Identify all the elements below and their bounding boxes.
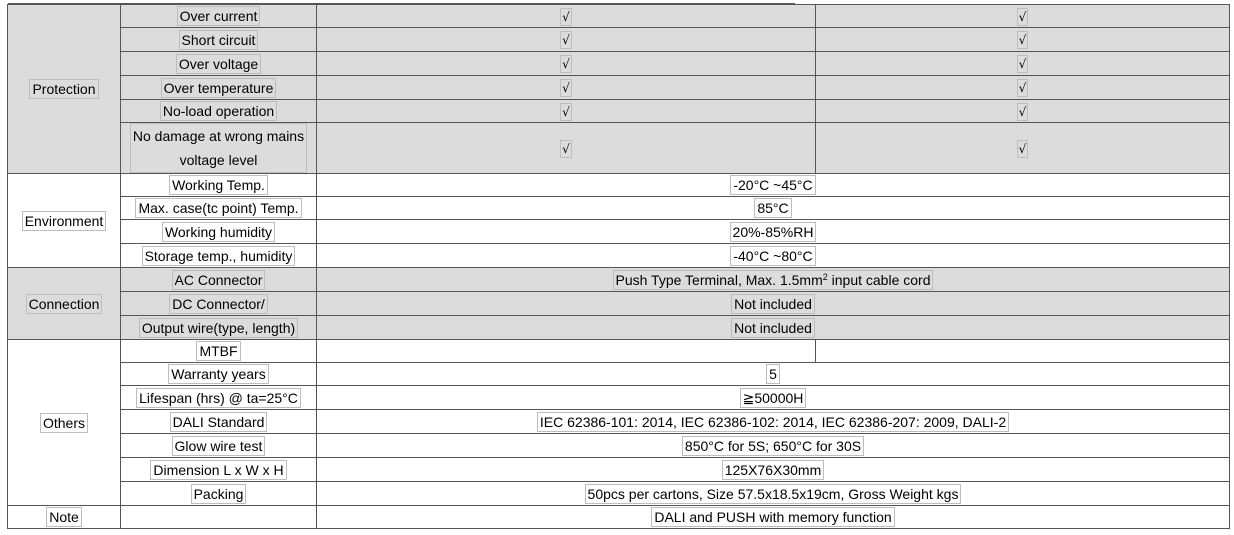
check-mark-icon: √ xyxy=(1018,104,1027,119)
item-label: DC Connector/ xyxy=(169,294,268,314)
item-label xyxy=(130,123,307,173)
check-cell xyxy=(317,5,816,28)
item-label: DALI Standard xyxy=(170,412,268,432)
value-cell xyxy=(317,363,1230,386)
section-label-others xyxy=(8,340,121,506)
section-label-text: Connection xyxy=(26,294,103,314)
item-cell xyxy=(121,363,317,386)
section-label-protection xyxy=(8,5,121,174)
table-row xyxy=(8,123,1230,174)
check-cell xyxy=(816,52,1230,76)
value-label: -40°C ~80°C xyxy=(730,246,815,266)
item-label-line2: voltage level xyxy=(179,152,258,168)
check-cell xyxy=(317,123,816,174)
table-row xyxy=(8,5,1230,28)
item-cell xyxy=(121,197,317,220)
check-cell xyxy=(317,52,816,76)
value-text: Push Type Terminal, Max. 1.5mm xyxy=(615,271,823,288)
section-label-text: Others xyxy=(40,413,88,433)
check-mark-icon: √ xyxy=(562,104,570,119)
item-cell xyxy=(121,100,317,123)
value-cell xyxy=(317,434,1230,458)
item-label-line1: No damage at wrong mains xyxy=(132,128,305,144)
check-mark-icon: √ xyxy=(1018,57,1027,71)
table-row xyxy=(8,506,1230,529)
value-label: Not included xyxy=(731,318,815,338)
check-cell xyxy=(816,123,1230,174)
item-label: Over current xyxy=(177,6,261,26)
table-row xyxy=(8,244,1230,268)
item-cell xyxy=(121,123,317,174)
value-label: Not included xyxy=(731,294,815,314)
check-mark-icon: √ xyxy=(1018,81,1027,95)
check-mark-icon: √ xyxy=(562,33,570,47)
item-label: Output wire(type, length) xyxy=(139,318,298,338)
value-cell xyxy=(317,244,1230,268)
check-mark-icon: √ xyxy=(562,57,570,71)
check-cell xyxy=(816,28,1230,52)
table-row xyxy=(8,458,1230,482)
value-label: DALI and PUSH with memory function xyxy=(651,507,894,527)
item-label: Storage temp., humidity xyxy=(142,246,296,266)
table-row xyxy=(8,268,1230,292)
value-text: input cable cord xyxy=(827,271,931,288)
check-cell xyxy=(317,76,816,100)
item-cell xyxy=(121,5,317,28)
check-mark-icon: √ xyxy=(562,9,570,24)
table-row xyxy=(8,100,1230,123)
item-cell xyxy=(121,268,317,292)
check-mark-icon: √ xyxy=(562,141,570,156)
table-row xyxy=(8,386,1230,410)
section-label-connection xyxy=(8,268,121,340)
item-cell xyxy=(121,458,317,482)
item-cell xyxy=(121,340,317,363)
value-label: 20%-85%RH xyxy=(730,222,817,242)
value-cell xyxy=(816,340,1230,363)
value-superscript: 2 xyxy=(822,271,828,282)
item-cell xyxy=(121,244,317,268)
table-row xyxy=(8,482,1230,506)
table-row xyxy=(8,316,1230,340)
check-mark-icon: √ xyxy=(1018,33,1027,47)
item-label: Lifespan (hrs) @ ta=25°C xyxy=(136,388,301,408)
value-label: -20°C ~45°C xyxy=(730,175,815,195)
item-cell xyxy=(121,76,317,100)
check-cell xyxy=(816,76,1230,100)
item-label: AC Connector xyxy=(172,270,266,290)
value-cell xyxy=(317,458,1230,482)
value-cell xyxy=(317,386,1230,410)
item-cell xyxy=(121,434,317,458)
check-cell xyxy=(317,28,816,52)
item-label: Dimension L x W x H xyxy=(150,460,286,480)
item-label: Max. case(tc point) Temp. xyxy=(135,198,301,218)
item-cell xyxy=(121,174,317,197)
item-cell xyxy=(121,482,317,506)
table-row xyxy=(8,363,1230,386)
spec-table xyxy=(7,4,1230,529)
section-label-text: Protection xyxy=(29,79,98,99)
value-cell xyxy=(317,174,1230,197)
item-cell xyxy=(121,506,317,529)
item-cell xyxy=(121,28,317,52)
item-label: Over voltage xyxy=(176,54,261,74)
value-label: 50pcs per cartons, Size 57.5x18.5x19cm, Gross Weight kgs xyxy=(585,484,962,504)
table-row xyxy=(8,434,1230,458)
section-label-environment xyxy=(8,174,121,268)
item-label: Glow wire test xyxy=(172,436,266,456)
value-label: 850°C for 5S; 650°C for 30S xyxy=(682,436,864,456)
check-cell xyxy=(816,100,1230,123)
check-cell xyxy=(317,100,816,123)
value-label: 5 xyxy=(766,364,780,384)
item-label: No-load operation xyxy=(160,101,277,121)
value-label xyxy=(613,270,934,290)
item-label: Working Temp. xyxy=(169,175,268,195)
value-cell xyxy=(317,410,1230,434)
item-cell xyxy=(121,292,317,316)
item-label: Working humidity xyxy=(162,222,275,242)
table-row xyxy=(8,340,1230,363)
value-cell xyxy=(317,268,1230,292)
table-row xyxy=(8,220,1230,244)
value-label: 125X76X30mm xyxy=(722,460,825,480)
item-label: Packing xyxy=(191,484,247,504)
value-label: ≧50000H xyxy=(740,388,807,408)
table-row xyxy=(8,197,1230,220)
section-label-text: Note xyxy=(46,507,82,527)
item-label: Short circuit xyxy=(179,30,259,50)
check-mark-icon: √ xyxy=(562,81,570,95)
value-cell xyxy=(317,292,1230,316)
value-cell xyxy=(317,506,1230,529)
value-cell xyxy=(317,482,1230,506)
table-row xyxy=(8,76,1230,100)
item-label: Warranty years xyxy=(168,364,268,384)
item-cell xyxy=(121,316,317,340)
item-cell xyxy=(121,386,317,410)
check-mark-icon: √ xyxy=(1018,141,1027,156)
table-row xyxy=(8,52,1230,76)
check-cell xyxy=(816,5,1230,28)
table-row xyxy=(8,292,1230,316)
section-label-note xyxy=(8,506,121,529)
value-cell xyxy=(317,197,1230,220)
value-label: IEC 62386-101: 2014, IEC 62386-102: 2014, IEC 62386-207: 2009, DALI-2 xyxy=(537,412,1009,432)
value-cell xyxy=(317,316,1230,340)
item-cell xyxy=(121,410,317,434)
value-cell xyxy=(317,340,816,363)
value-label: 85°C xyxy=(754,198,791,218)
item-label: MTBF xyxy=(196,341,240,361)
item-cell xyxy=(121,220,317,244)
table-row xyxy=(8,410,1230,434)
table-row xyxy=(8,28,1230,52)
item-label: Over temperature xyxy=(161,78,277,98)
value-cell xyxy=(317,220,1230,244)
item-cell xyxy=(121,52,317,76)
section-label-text: Environment xyxy=(22,211,107,231)
check-mark-icon: √ xyxy=(1018,9,1027,24)
table-row xyxy=(8,174,1230,197)
